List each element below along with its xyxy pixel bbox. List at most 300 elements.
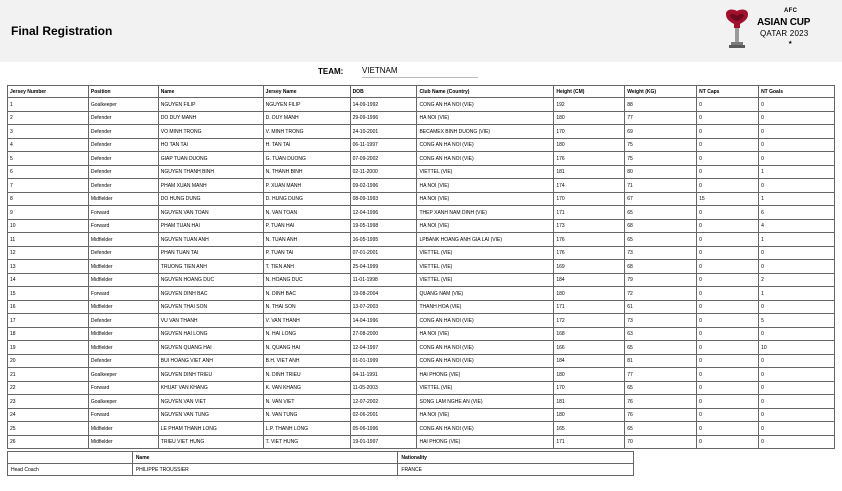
table-row bbox=[8, 233, 835, 247]
cell-nt-goals: 2 bbox=[759, 273, 835, 287]
cell-name: HO TAN TAI bbox=[158, 138, 263, 152]
cell-weight: 72 bbox=[625, 287, 697, 301]
cell-dob: 11-01-1998 bbox=[350, 273, 417, 287]
cell-name: NGUYEN VAN TOAN bbox=[158, 206, 263, 220]
cell-nt-caps: 0 bbox=[697, 368, 759, 382]
cell-club: QUANG NAM (VIE) bbox=[417, 287, 554, 301]
cell-nt-caps: 0 bbox=[697, 165, 759, 179]
cell-nt-caps: 0 bbox=[697, 179, 759, 193]
cell-dob: 04-11-1991 bbox=[350, 368, 417, 382]
cell-height: 192 bbox=[554, 98, 625, 112]
cell-nt-caps: 0 bbox=[697, 422, 759, 436]
table-row bbox=[8, 152, 835, 166]
cell-jersey-number: 26 bbox=[8, 435, 89, 449]
col-height: Height (CM) bbox=[554, 86, 625, 98]
table-row bbox=[8, 341, 835, 355]
cell-height: 180 bbox=[554, 111, 625, 125]
cell-nt-goals: 10 bbox=[759, 341, 835, 355]
cell-club: VIETTEL (VIE) bbox=[417, 260, 554, 274]
cell-jersey-name: P. TUAN HAI bbox=[263, 219, 350, 233]
cell-weight: 67 bbox=[625, 192, 697, 206]
cell-dob: 07-01-2001 bbox=[350, 246, 417, 260]
cell-weight: 81 bbox=[625, 354, 697, 368]
cell-height: 176 bbox=[554, 246, 625, 260]
col-nt-caps: NT Caps bbox=[697, 86, 759, 98]
cell-dob: 11-05-2003 bbox=[350, 381, 417, 395]
cell-jersey-name: V. MINH TRONG bbox=[263, 125, 350, 139]
table-row bbox=[8, 300, 835, 314]
cell-name: VU VAN THANH bbox=[158, 314, 263, 328]
cell-position: Forward bbox=[88, 381, 158, 395]
staff-col-role bbox=[8, 452, 133, 464]
table-row bbox=[8, 192, 835, 206]
cell-jersey-name: G. TUAN DUONG bbox=[263, 152, 350, 166]
cell-jersey-name: L.P. THANH LONG bbox=[263, 422, 350, 436]
cell-weight: 68 bbox=[625, 260, 697, 274]
cell-jersey-number: 13 bbox=[8, 260, 89, 274]
cell-name: TRUONG TIEN ANH bbox=[158, 260, 263, 274]
cell-jersey-number: 24 bbox=[8, 408, 89, 422]
cell-club: VIETTEL (VIE) bbox=[417, 273, 554, 287]
cell-position: Forward bbox=[88, 408, 158, 422]
cell-dob: 07-09-2002 bbox=[350, 152, 417, 166]
cell-dob: 14-04-1996 bbox=[350, 314, 417, 328]
cell-nt-goals: 4 bbox=[759, 219, 835, 233]
team-name: VIETNAM bbox=[362, 66, 478, 78]
cell-nt-goals: 1 bbox=[759, 233, 835, 247]
cell-jersey-number: 9 bbox=[8, 206, 89, 220]
cell-nt-goals: 1 bbox=[759, 192, 835, 206]
cell-height: 176 bbox=[554, 152, 625, 166]
cell-club: THEP XANH NAM DINH (VIE) bbox=[417, 206, 554, 220]
cell-dob: 02-06-2001 bbox=[350, 408, 417, 422]
cell-position: Midfielder bbox=[88, 233, 158, 247]
cell-name: NGUYEN VAN VIET bbox=[158, 395, 263, 409]
cell-nt-goals: 0 bbox=[759, 368, 835, 382]
cell-nt-goals: 0 bbox=[759, 422, 835, 436]
cell-weight: 69 bbox=[625, 125, 697, 139]
cell-jersey-name: D. DUY MANH bbox=[263, 111, 350, 125]
cell-nt-goals: 0 bbox=[759, 179, 835, 193]
cell-jersey-name: B.H. VIET ANH bbox=[263, 354, 350, 368]
cell-position: Defender bbox=[88, 314, 158, 328]
cell-position: Defender bbox=[88, 152, 158, 166]
cell-position: Midfielder bbox=[88, 341, 158, 355]
cell-dob: 08-09-1993 bbox=[350, 192, 417, 206]
staff-nationality: FRANCE bbox=[398, 464, 634, 476]
cell-nt-caps: 0 bbox=[697, 314, 759, 328]
cell-weight: 61 bbox=[625, 300, 697, 314]
cell-club: HA NOI (VIE) bbox=[417, 327, 554, 341]
cell-position: Defender bbox=[88, 354, 158, 368]
cell-position: Defender bbox=[88, 179, 158, 193]
cell-weight: 65 bbox=[625, 381, 697, 395]
cell-club: VIETTEL (VIE) bbox=[417, 165, 554, 179]
cell-dob: 12-07-2002 bbox=[350, 395, 417, 409]
cell-jersey-number: 10 bbox=[8, 219, 89, 233]
cell-jersey-number: 11 bbox=[8, 233, 89, 247]
cell-height: 171 bbox=[554, 300, 625, 314]
cell-height: 168 bbox=[554, 327, 625, 341]
cell-jersey-name: N. DINH BAC bbox=[263, 287, 350, 301]
cell-position: Midfielder bbox=[88, 422, 158, 436]
cell-nt-goals: 6 bbox=[759, 206, 835, 220]
cell-jersey-number: 4 bbox=[8, 138, 89, 152]
col-nt-goals: NT Goals bbox=[759, 86, 835, 98]
cell-nt-goals: 0 bbox=[759, 408, 835, 422]
cell-jersey-number: 15 bbox=[8, 287, 89, 301]
cell-jersey-name: N. THAI SON bbox=[263, 300, 350, 314]
cell-nt-caps: 0 bbox=[697, 354, 759, 368]
staff-role: Head Coach bbox=[8, 464, 133, 476]
cell-height: 170 bbox=[554, 192, 625, 206]
table-row bbox=[8, 179, 835, 193]
cell-nt-goals: 5 bbox=[759, 314, 835, 328]
cell-nt-caps: 0 bbox=[697, 206, 759, 220]
table-row bbox=[8, 98, 835, 112]
cell-name: PHAN TUAN TAI bbox=[158, 246, 263, 260]
header-band bbox=[0, 0, 842, 62]
cell-name: NGUYEN HOANG DUC bbox=[158, 273, 263, 287]
staff-name: PHILIPPE TROUSSIER bbox=[132, 464, 398, 476]
cell-jersey-number: 20 bbox=[8, 354, 89, 368]
cell-name: BUI HOANG VIET ANH bbox=[158, 354, 263, 368]
cell-nt-caps: 0 bbox=[697, 125, 759, 139]
cell-weight: 71 bbox=[625, 179, 697, 193]
cell-nt-caps: 0 bbox=[697, 219, 759, 233]
page-title: Final Registration bbox=[11, 24, 113, 38]
table-row bbox=[8, 206, 835, 220]
col-position: Position bbox=[88, 86, 158, 98]
cell-jersey-name: NGUYEN FILIP bbox=[263, 98, 350, 112]
cell-nt-caps: 0 bbox=[697, 287, 759, 301]
staff-table bbox=[7, 451, 634, 476]
cell-height: 174 bbox=[554, 179, 625, 193]
cell-name: NGUYEN TUAN ANH bbox=[158, 233, 263, 247]
cell-height: 181 bbox=[554, 395, 625, 409]
cell-weight: 68 bbox=[625, 219, 697, 233]
table-row bbox=[8, 111, 835, 125]
cell-club: CONG AN HA NOI (VIE) bbox=[417, 341, 554, 355]
cell-jersey-number: 23 bbox=[8, 395, 89, 409]
cell-name: NGUYEN QUANG HAI bbox=[158, 341, 263, 355]
cell-nt-caps: 0 bbox=[697, 260, 759, 274]
cell-jersey-name: V. VAN THANH bbox=[263, 314, 350, 328]
cell-dob: 02-11-2000 bbox=[350, 165, 417, 179]
cell-club: CONG AN HA NOI (VIE) bbox=[417, 152, 554, 166]
cell-nt-goals: 0 bbox=[759, 435, 835, 449]
table-row bbox=[8, 287, 835, 301]
cell-height: 173 bbox=[554, 219, 625, 233]
table-row bbox=[8, 125, 835, 139]
cell-club: CONG AN HA NOI (VIE) bbox=[417, 138, 554, 152]
cell-name: PHAM XUAN MANH bbox=[158, 179, 263, 193]
cell-jersey-name: H. TAN TAI bbox=[263, 138, 350, 152]
cell-nt-goals: 0 bbox=[759, 260, 835, 274]
cell-nt-caps: 0 bbox=[697, 138, 759, 152]
cell-weight: 65 bbox=[625, 206, 697, 220]
cell-nt-caps: 0 bbox=[697, 408, 759, 422]
cell-jersey-number: 17 bbox=[8, 314, 89, 328]
cell-jersey-name: N. HAI LONG bbox=[263, 327, 350, 341]
cell-dob: 12-04-1996 bbox=[350, 206, 417, 220]
cell-club: BECAMEX BINH DUONG (VIE) bbox=[417, 125, 554, 139]
cell-weight: 77 bbox=[625, 368, 697, 382]
table-row bbox=[8, 422, 835, 436]
cell-club: CONG AN HA NOI (VIE) bbox=[417, 314, 554, 328]
cell-nt-caps: 0 bbox=[697, 111, 759, 125]
cell-jersey-number: 2 bbox=[8, 111, 89, 125]
cell-name: NGUYEN VAN TUNG bbox=[158, 408, 263, 422]
col-weight: Weight (KG) bbox=[625, 86, 697, 98]
cell-club: SONG LAM NGHE AN (VIE) bbox=[417, 395, 554, 409]
cell-height: 172 bbox=[554, 314, 625, 328]
cell-height: 181 bbox=[554, 165, 625, 179]
cell-position: Defender bbox=[88, 138, 158, 152]
cell-name: NGUYEN DINH BAC bbox=[158, 287, 263, 301]
cell-position: Midfielder bbox=[88, 273, 158, 287]
cell-weight: 73 bbox=[625, 246, 697, 260]
cell-weight: 76 bbox=[625, 395, 697, 409]
cell-dob: 24-10-2001 bbox=[350, 125, 417, 139]
cell-club: HA NOI (VIE) bbox=[417, 219, 554, 233]
cell-club: HA NOI (VIE) bbox=[417, 111, 554, 125]
cell-height: 184 bbox=[554, 273, 625, 287]
col-dob: DOB bbox=[350, 86, 417, 98]
cell-jersey-name: K. VAN KHANG bbox=[263, 381, 350, 395]
cell-weight: 77 bbox=[625, 111, 697, 125]
cell-dob: 01-01-1999 bbox=[350, 354, 417, 368]
cell-jersey-name: D. HUNG DUNG bbox=[263, 192, 350, 206]
cell-position: Defender bbox=[88, 246, 158, 260]
cell-jersey-number: 5 bbox=[8, 152, 89, 166]
cell-dob: 27-08-2000 bbox=[350, 327, 417, 341]
cell-weight: 65 bbox=[625, 422, 697, 436]
cell-club: CONG AN HA NOI (VIE) bbox=[417, 422, 554, 436]
cell-nt-caps: 15 bbox=[697, 192, 759, 206]
cell-dob: 12-04-1997 bbox=[350, 341, 417, 355]
cell-height: 180 bbox=[554, 287, 625, 301]
col-name: Name bbox=[158, 86, 263, 98]
cell-nt-caps: 0 bbox=[697, 327, 759, 341]
cell-club: CONG AN HA NOI (VIE) bbox=[417, 354, 554, 368]
cell-jersey-number: 3 bbox=[8, 125, 89, 139]
cell-dob: 09-02-1996 bbox=[350, 179, 417, 193]
cell-jersey-name: P. TUAN TAI bbox=[263, 246, 350, 260]
cell-weight: 79 bbox=[625, 273, 697, 287]
cell-position: Midfielder bbox=[88, 192, 158, 206]
cell-weight: 63 bbox=[625, 327, 697, 341]
cell-weight: 65 bbox=[625, 341, 697, 355]
table-row bbox=[8, 273, 835, 287]
cell-height: 165 bbox=[554, 422, 625, 436]
cell-nt-goals: 0 bbox=[759, 152, 835, 166]
cell-jersey-number: 16 bbox=[8, 300, 89, 314]
table-row bbox=[8, 219, 835, 233]
cell-name: NGUYEN FILIP bbox=[158, 98, 263, 112]
cell-club: CONG AN HA NOI (VIE) bbox=[417, 98, 554, 112]
cell-dob: 19-01-1997 bbox=[350, 435, 417, 449]
cell-jersey-name: T. VIET HUNG bbox=[263, 435, 350, 449]
cell-nt-goals: 0 bbox=[759, 300, 835, 314]
cell-name: NGUYEN THANH BINH bbox=[158, 165, 263, 179]
trophy-icon bbox=[722, 8, 752, 54]
cell-jersey-name: N. TUAN ANH bbox=[263, 233, 350, 247]
cell-position: Defender bbox=[88, 165, 158, 179]
cell-weight: 80 bbox=[625, 165, 697, 179]
cell-dob: 29-09-1996 bbox=[350, 111, 417, 125]
roster-body bbox=[8, 98, 835, 449]
cell-jersey-number: 8 bbox=[8, 192, 89, 206]
table-row bbox=[8, 408, 835, 422]
cell-position: Defender bbox=[88, 125, 158, 139]
cell-club: VIETTEL (VIE) bbox=[417, 381, 554, 395]
staff-col-nationality: Nationality bbox=[398, 452, 634, 464]
cell-jersey-number: 18 bbox=[8, 327, 89, 341]
col-jersey-name: Jersey Name bbox=[263, 86, 350, 98]
cell-dob: 19-05-1998 bbox=[350, 219, 417, 233]
cell-jersey-number: 7 bbox=[8, 179, 89, 193]
team-label: TEAM: bbox=[318, 67, 344, 76]
cell-dob: 06-11-1997 bbox=[350, 138, 417, 152]
staff-header-row bbox=[8, 452, 634, 464]
cell-name: KHUAT VAN KHANG bbox=[158, 381, 263, 395]
cell-nt-caps: 0 bbox=[697, 381, 759, 395]
cell-name: PHAM TUAN HAI bbox=[158, 219, 263, 233]
cell-position: Forward bbox=[88, 287, 158, 301]
cell-position: Defender bbox=[88, 111, 158, 125]
cell-nt-caps: 0 bbox=[697, 152, 759, 166]
cell-club: HA NOI (VIE) bbox=[417, 179, 554, 193]
staff-col-name: Name bbox=[132, 452, 398, 464]
cell-position: Goalkeeper bbox=[88, 368, 158, 382]
cell-club: HAI PHONG (VIE) bbox=[417, 368, 554, 382]
cell-height: 169 bbox=[554, 260, 625, 274]
logo-line-qatar: QATAR 2023 bbox=[760, 29, 809, 38]
table-row bbox=[8, 368, 835, 382]
cell-nt-caps: 0 bbox=[697, 273, 759, 287]
table-row bbox=[8, 327, 835, 341]
cell-jersey-name: N. THANH BINH bbox=[263, 165, 350, 179]
cell-weight: 75 bbox=[625, 138, 697, 152]
cell-name: NGUYEN THAI SON bbox=[158, 300, 263, 314]
cell-jersey-name: N. DINH TRIEU bbox=[263, 368, 350, 382]
table-row bbox=[8, 246, 835, 260]
cell-name: VO MINH TRONG bbox=[158, 125, 263, 139]
cell-height: 170 bbox=[554, 125, 625, 139]
cell-name: TRIEU VIET HUNG bbox=[158, 435, 263, 449]
logo-line-afc: AFC bbox=[784, 8, 798, 14]
cell-nt-goals: 1 bbox=[759, 287, 835, 301]
cell-position: Goalkeeper bbox=[88, 98, 158, 112]
cell-jersey-name: P. XUAN MANH bbox=[263, 179, 350, 193]
cell-dob: 05-06-1996 bbox=[350, 422, 417, 436]
roster-table bbox=[7, 85, 835, 449]
cell-position: Midfielder bbox=[88, 327, 158, 341]
cell-nt-caps: 0 bbox=[697, 98, 759, 112]
cell-club: VIETTEL (VIE) bbox=[417, 246, 554, 260]
cell-nt-caps: 0 bbox=[697, 246, 759, 260]
cell-jersey-number: 19 bbox=[8, 341, 89, 355]
cell-dob: 19-08-2004 bbox=[350, 287, 417, 301]
table-row bbox=[8, 435, 835, 449]
cell-height: 180 bbox=[554, 408, 625, 422]
cell-nt-caps: 0 bbox=[697, 395, 759, 409]
cell-position: Midfielder bbox=[88, 435, 158, 449]
cell-dob: 25-04-1999 bbox=[350, 260, 417, 274]
cell-name: LE PHAM THANH LONG bbox=[158, 422, 263, 436]
cell-jersey-number: 21 bbox=[8, 368, 89, 382]
cell-position: Midfielder bbox=[88, 300, 158, 314]
cell-weight: 73 bbox=[625, 314, 697, 328]
logo-line-asian-cup: ASIAN CUP bbox=[757, 17, 811, 28]
table-row bbox=[8, 165, 835, 179]
cell-height: 180 bbox=[554, 368, 625, 382]
cell-dob: 13-07-2003 bbox=[350, 300, 417, 314]
table-row bbox=[8, 260, 835, 274]
cell-jersey-name: N. VAN TUNG bbox=[263, 408, 350, 422]
cell-nt-goals: 0 bbox=[759, 246, 835, 260]
cell-jersey-number: 22 bbox=[8, 381, 89, 395]
cell-club: HAI PHONG (VIE) bbox=[417, 435, 554, 449]
cell-jersey-number: 6 bbox=[8, 165, 89, 179]
cell-name: NGUYEN DINH TRIEU bbox=[158, 368, 263, 382]
table-row bbox=[8, 314, 835, 328]
cell-nt-goals: 1 bbox=[759, 165, 835, 179]
table-row bbox=[8, 138, 835, 152]
cell-height: 170 bbox=[554, 381, 625, 395]
cell-nt-caps: 0 bbox=[697, 233, 759, 247]
col-jersey-number: Jersey Number bbox=[8, 86, 89, 98]
afc-asian-cup-logo bbox=[722, 8, 832, 54]
cell-weight: 76 bbox=[625, 408, 697, 422]
cell-nt-goals: 0 bbox=[759, 327, 835, 341]
cell-position: Midfielder bbox=[88, 260, 158, 274]
cell-nt-goals: 0 bbox=[759, 354, 835, 368]
cell-nt-goals: 0 bbox=[759, 138, 835, 152]
col-club: Club Name (Country) bbox=[417, 86, 554, 98]
cell-club: THANH HOA (VIE) bbox=[417, 300, 554, 314]
cell-jersey-number: 25 bbox=[8, 422, 89, 436]
cell-nt-goals: 0 bbox=[759, 125, 835, 139]
table-row bbox=[8, 395, 835, 409]
cell-dob: 14-09-1992 bbox=[350, 98, 417, 112]
cell-position: Forward bbox=[88, 219, 158, 233]
cell-dob: 16-05-1995 bbox=[350, 233, 417, 247]
cell-height: 171 bbox=[554, 206, 625, 220]
cell-jersey-name: N. VAN VIET bbox=[263, 395, 350, 409]
cell-club: HA NOI (VIE) bbox=[417, 192, 554, 206]
cell-height: 166 bbox=[554, 341, 625, 355]
cell-name: DO HUNG DUNG bbox=[158, 192, 263, 206]
cell-weight: 65 bbox=[625, 233, 697, 247]
cell-jersey-number: 14 bbox=[8, 273, 89, 287]
cell-weight: 75 bbox=[625, 152, 697, 166]
cell-jersey-number: 1 bbox=[8, 98, 89, 112]
staff-row bbox=[8, 464, 634, 476]
cell-club: HA NOI (VIE) bbox=[417, 408, 554, 422]
cell-weight: 70 bbox=[625, 435, 697, 449]
cell-height: 184 bbox=[554, 354, 625, 368]
logo-star: ★ bbox=[788, 40, 793, 46]
cell-nt-goals: 0 bbox=[759, 98, 835, 112]
roster-header-row bbox=[8, 86, 835, 98]
cell-nt-goals: 0 bbox=[759, 381, 835, 395]
cell-name: GIAP TUAN DUONG bbox=[158, 152, 263, 166]
cell-jersey-number: 12 bbox=[8, 246, 89, 260]
table-row bbox=[8, 381, 835, 395]
cell-nt-caps: 0 bbox=[697, 341, 759, 355]
